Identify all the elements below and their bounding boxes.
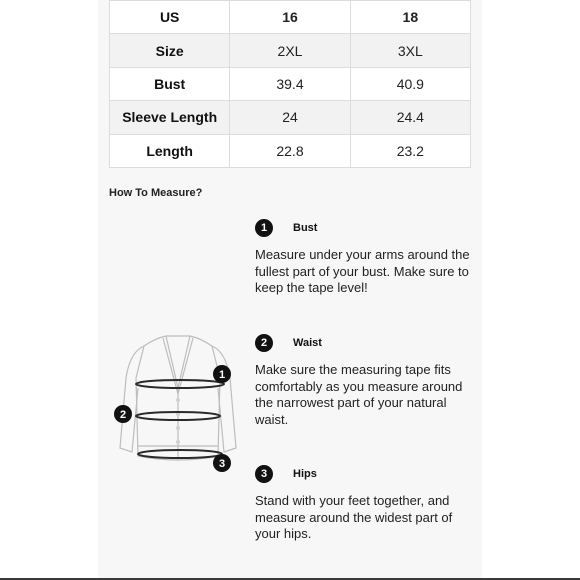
marker-2 [114,405,132,423]
table-row [110,101,471,134]
size-chart-table [109,0,471,168]
table-cell: 24 [230,101,350,134]
step-number-badge: 2 [255,334,273,352]
step-description: Stand with your feet together, and measure around the widest part of your hips. [255,493,453,541]
table-cell: Length [110,134,230,167]
table-cell: Size [110,34,230,67]
table-cell: Bust [110,67,230,100]
table-cell: 23.2 [350,134,470,167]
step-title: Hips [293,468,317,480]
step-header [255,334,475,352]
table-cell: 22.8 [230,134,350,167]
table-cell: 40.9 [350,67,470,100]
marker-label: 1 [218,369,226,381]
table-cell: 16 [230,1,350,34]
table-row [110,34,471,67]
marker-3 [213,454,231,472]
table-cell: Sleeve Length [110,101,230,134]
cardigan-measure-illustration [108,318,248,478]
step-header [255,219,475,237]
step-title: Bust [293,222,318,234]
marker-1 [213,365,231,383]
table-row [110,1,471,34]
table-cell: US [110,1,230,34]
step-bust [255,219,475,297]
step-number-badge: 1 [255,219,273,237]
table-cell: 18 [350,1,470,34]
marker-label: 3 [218,458,226,470]
table-cell: 24.4 [350,101,470,134]
table-cell: 3XL [350,34,470,67]
step-description: Make sure the measuring tape fits comfortably as you measure around the narrowest part of your natural waist. [255,362,463,427]
step-title: Waist [293,337,322,349]
how-to-measure-title: How To Measure? [109,187,203,199]
step-number-badge: 3 [255,465,273,483]
table-cell: 2XL [230,34,350,67]
step-description: Measure under your arms around the fullest part of your bust. Make sure to keep the tape level! [255,247,470,295]
table-cell: 39.4 [230,67,350,100]
marker-label: 2 [119,409,127,421]
step-waist [255,334,475,428]
table-row [110,67,471,100]
table-row [110,134,471,167]
step-hips [255,465,475,543]
step-header [255,465,475,483]
